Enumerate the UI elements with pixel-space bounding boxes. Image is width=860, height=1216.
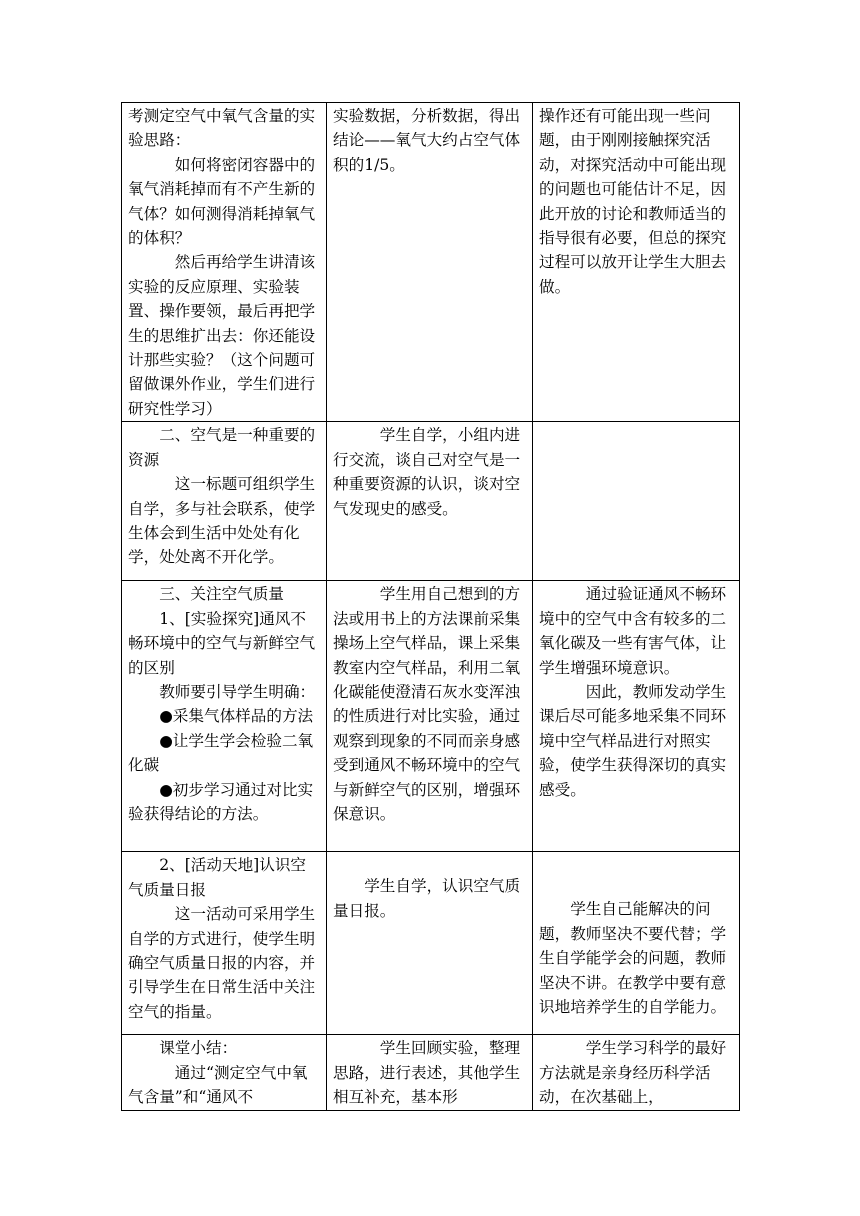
design-intent-cell [533, 581, 740, 852]
cell-paragraph: 学生用自己想到的方法或用书上的方法课前采集操场上空气样品，课上采集教室内空气样品，利用二氧化碳能使澄清石灰水变浑浊的性质进行对比实验，通过观察到现象的不同而亲身感受到通风不畅环境中的空气与新鲜空气的区别，增强环保意识。 [333, 585, 521, 823]
design-intent-cell [533, 1035, 740, 1110]
teacher-activity-cell [122, 581, 327, 852]
cell-paragraph: 实验数据，分析数据，得出结论——氧气大约占空气体积的1/5。 [333, 107, 521, 174]
cell-paragraph: 通过“测定空气中氧气含量”和“通风不 [128, 1063, 308, 1107]
teacher-activity-cell [122, 1035, 327, 1110]
cell-paragraph: 学生自学，小组内进行交流，谈自己对空气是一种重要资源的认识，谈对空气发现史的感受。 [333, 426, 521, 518]
cell-paragraph: 操作还有可能出现一些问题，由于刚刚接触探究活动，对探究活动中可能出现的问题也可能估计不足，因此开放的讨论和教师适当的指导很有必要，但总的探究过程可以放开让学生大胆去做。 [539, 107, 727, 296]
cell-paragraph: 考测定空气中氧气含量的实验思路： [128, 107, 316, 150]
cell-paragraph: 学生回顾实验，整理思路，进行表述，其他学生相互补充，基本形 [333, 1039, 521, 1107]
design-intent-cell [533, 103, 740, 422]
design-intent-cell [533, 422, 740, 581]
table-row [122, 422, 740, 581]
teacher-activity-cell [122, 103, 327, 422]
student-activity-cell [327, 1035, 533, 1110]
cell-paragraph: 这一活动可采用学生自学的方式进行，使学生明确空气质量日报的内容，并引导学生在日常生活中关注空气的指量。 [128, 905, 316, 1021]
cell-paragraph: 课堂小结： [159, 1039, 238, 1058]
table-row [122, 581, 740, 852]
bullet-item: ●让学生学会检验二氧化碳 [128, 731, 314, 775]
cell-paragraph: 学生自学，认识空气质量日报。 [333, 877, 521, 920]
cell-paragraph: 学生自己能解决的问题，教师坚决不要代替；学生自学能学会的问题，教师坚决不讲。在教学中要有意识地培养学生的自学能力。 [539, 900, 727, 1016]
cell-paragraph: 三、关注空气质量 [159, 585, 284, 604]
cell-paragraph: 然后再给学生讲清该实验的反应原理、实验装置、操作要领，最后再把学生的思维扩出去：你还能设计那些实验？（这个问题可留做课外作业，学生们进行研究性学习） [128, 253, 316, 418]
student-activity-cell [327, 581, 533, 852]
bullet-item: ●初步学习通过对比实验获得结论的方法。 [128, 780, 314, 823]
cell-paragraph: 这一标题可组织学生自学，多与社会联系，使学生体会到生活中处处有化学，处处离不开化学。 [128, 475, 316, 567]
cell-paragraph: 因此，教师发动学生课后尽可能多地采集不同环境中空气样品进行对照实验，使学生获得深切的真实感受。 [539, 682, 727, 799]
teacher-activity-cell [122, 852, 327, 1035]
cell-paragraph: 二、空气是一种重要的资源 [128, 426, 316, 469]
teacher-activity-cell [122, 422, 327, 581]
cell-paragraph: 学生学习科学的最好方法就是亲身经历科学活动，在次基础上， [539, 1039, 727, 1107]
lesson-plan-table [121, 102, 740, 1111]
cell-paragraph: 如何将密闭容器中的氧气消耗掉而有不产生新的气体？如何测得消耗掉氧气的体积？ [128, 155, 316, 248]
bullet-item: ●采集气体样品的方法 [159, 707, 314, 726]
cell-paragraph: 1、[实验探究]通风不畅环境中的空气与新鲜空气的区别 [128, 609, 316, 677]
student-activity-cell [327, 422, 533, 581]
table-row [122, 852, 740, 1035]
student-activity-cell [327, 852, 533, 1035]
table-row [122, 1035, 740, 1110]
cell-paragraph: 通过验证通风不畅环境中的空气中含有较多的二氧化碳及一些有害气体，让学生增强环境意识。 [539, 585, 727, 677]
cell-paragraph: 教师要引导学生明确： [159, 682, 316, 701]
design-intent-cell [533, 852, 740, 1035]
cell-paragraph: 2、[活动天地]认识空气质量日报 [128, 856, 307, 899]
student-activity-cell [327, 103, 533, 422]
table-row [122, 103, 740, 422]
